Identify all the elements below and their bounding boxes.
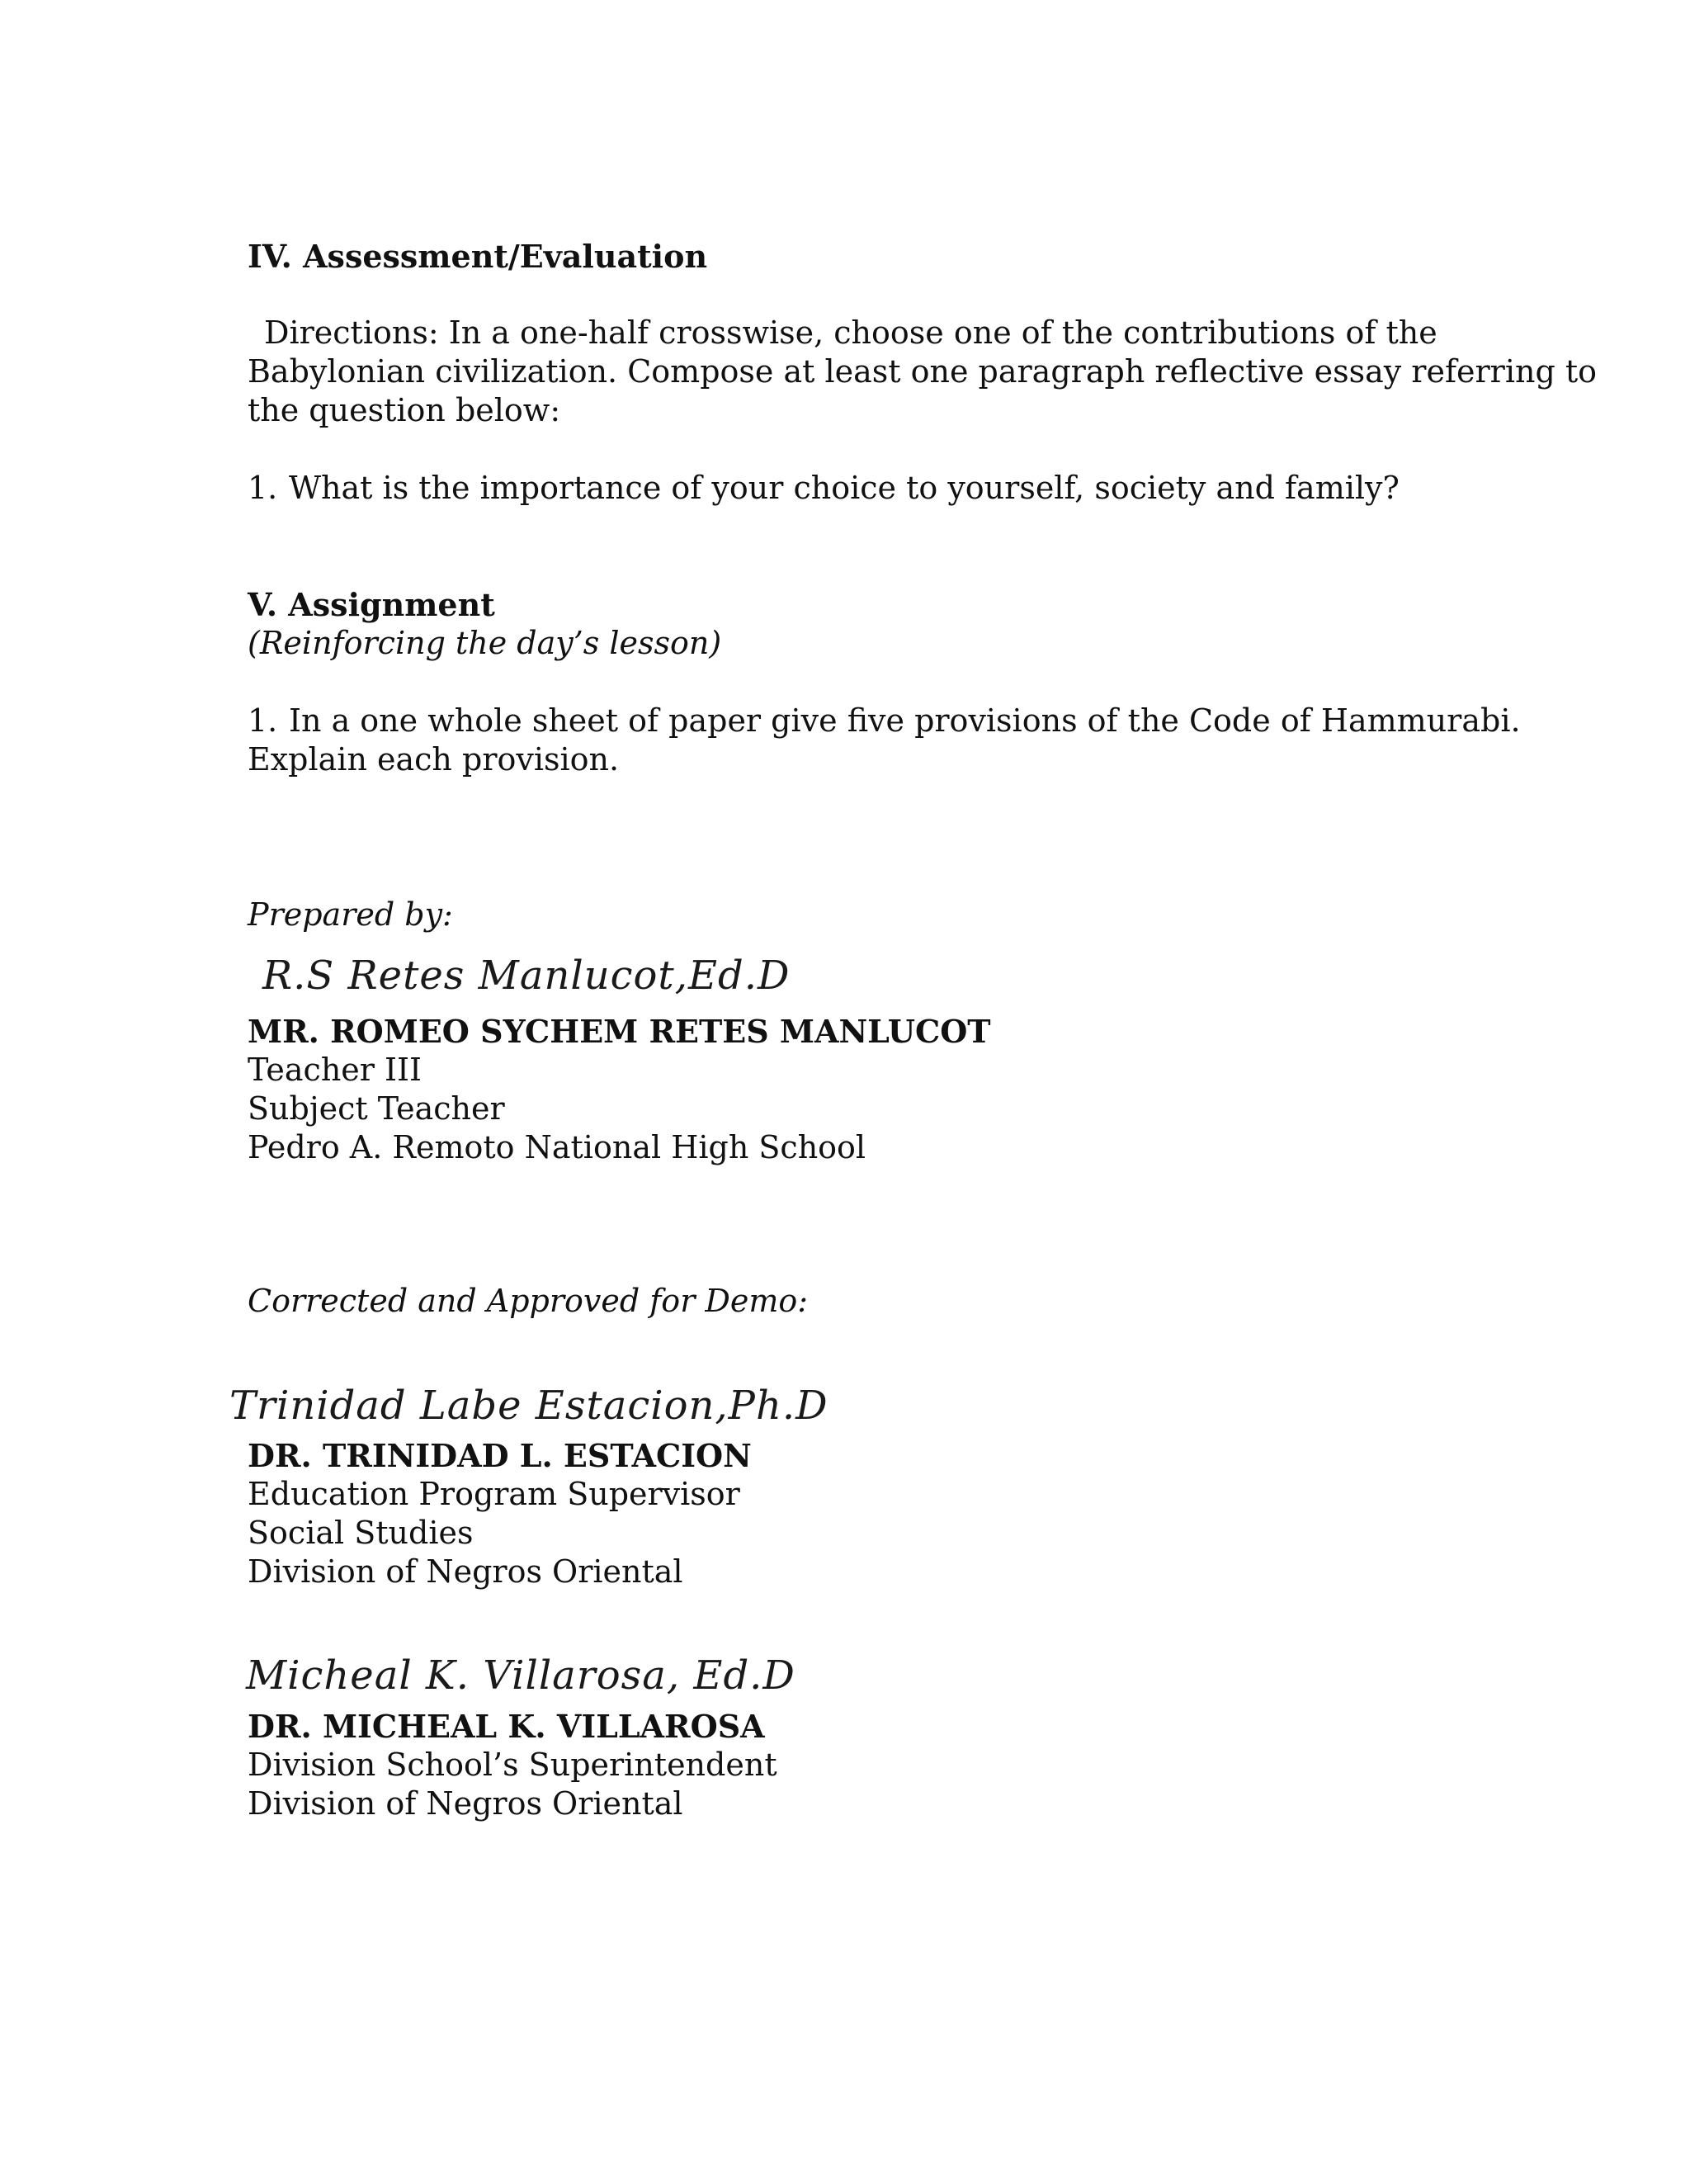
prepared-name: MR. ROMEO SYCHEM RETES MANLUCOT [248, 1013, 991, 1050]
approved-office: Division of Negros Oriental [248, 1553, 683, 1590]
assignment-item-number: 1. [248, 702, 278, 739]
assignment-heading: V. Assignment [248, 586, 495, 623]
assessment-question [248, 469, 1400, 508]
approved-position: Education Program Supervisor [248, 1476, 740, 1512]
superintendent-signature: Micheal K. Villarosa, Ed.D [246, 1652, 795, 1699]
superintendent-position: Division School’s Superintendent [248, 1747, 777, 1783]
assignment-item-line-2: Explain each provision. [248, 741, 620, 778]
assignment-subheading: (Reinforcing the day’s lesson) [248, 625, 722, 661]
approved-label: Corrected and Approved for Demo: [248, 1283, 809, 1319]
question-number: 1. [248, 470, 278, 506]
prepared-signature: R.S Retes Manlucot,Ed.D [262, 953, 791, 999]
assessment-heading: IV. Assessment/Evaluation [248, 238, 708, 275]
directions-line-1: Directions: In a one-half crosswise, choose one of the contributions of the [264, 314, 1437, 351]
assignment-item [248, 702, 1521, 740]
prepared-position: Teacher III [248, 1052, 422, 1088]
directions-line-3: the question below: [248, 392, 561, 428]
prepared-role: Subject Teacher [248, 1090, 505, 1127]
prepared-by-label: Prepared by: [248, 896, 453, 933]
assignment-item-line-1: In a one whole sheet of paper give five provisions of the Code of Hammurabi. [289, 702, 1521, 739]
superintendent-office: Division of Negros Oriental [248, 1785, 683, 1822]
superintendent-name: DR. MICHEAL K. VILLAROSA [248, 1708, 765, 1745]
approved-area: Social Studies [248, 1515, 474, 1551]
directions-line-2: Babylonian civilization. Compose at least one paragraph reflective essay referring to [248, 353, 1598, 390]
question-text: What is the importance of your choice to yourself, society and family? [289, 470, 1400, 506]
approved-signature: Trinidad Labe Estacion,Ph.D [229, 1383, 828, 1429]
approved-name: DR. TRINIDAD L. ESTACION [248, 1437, 752, 1474]
prepared-school: Pedro A. Remoto National High School [248, 1129, 866, 1165]
